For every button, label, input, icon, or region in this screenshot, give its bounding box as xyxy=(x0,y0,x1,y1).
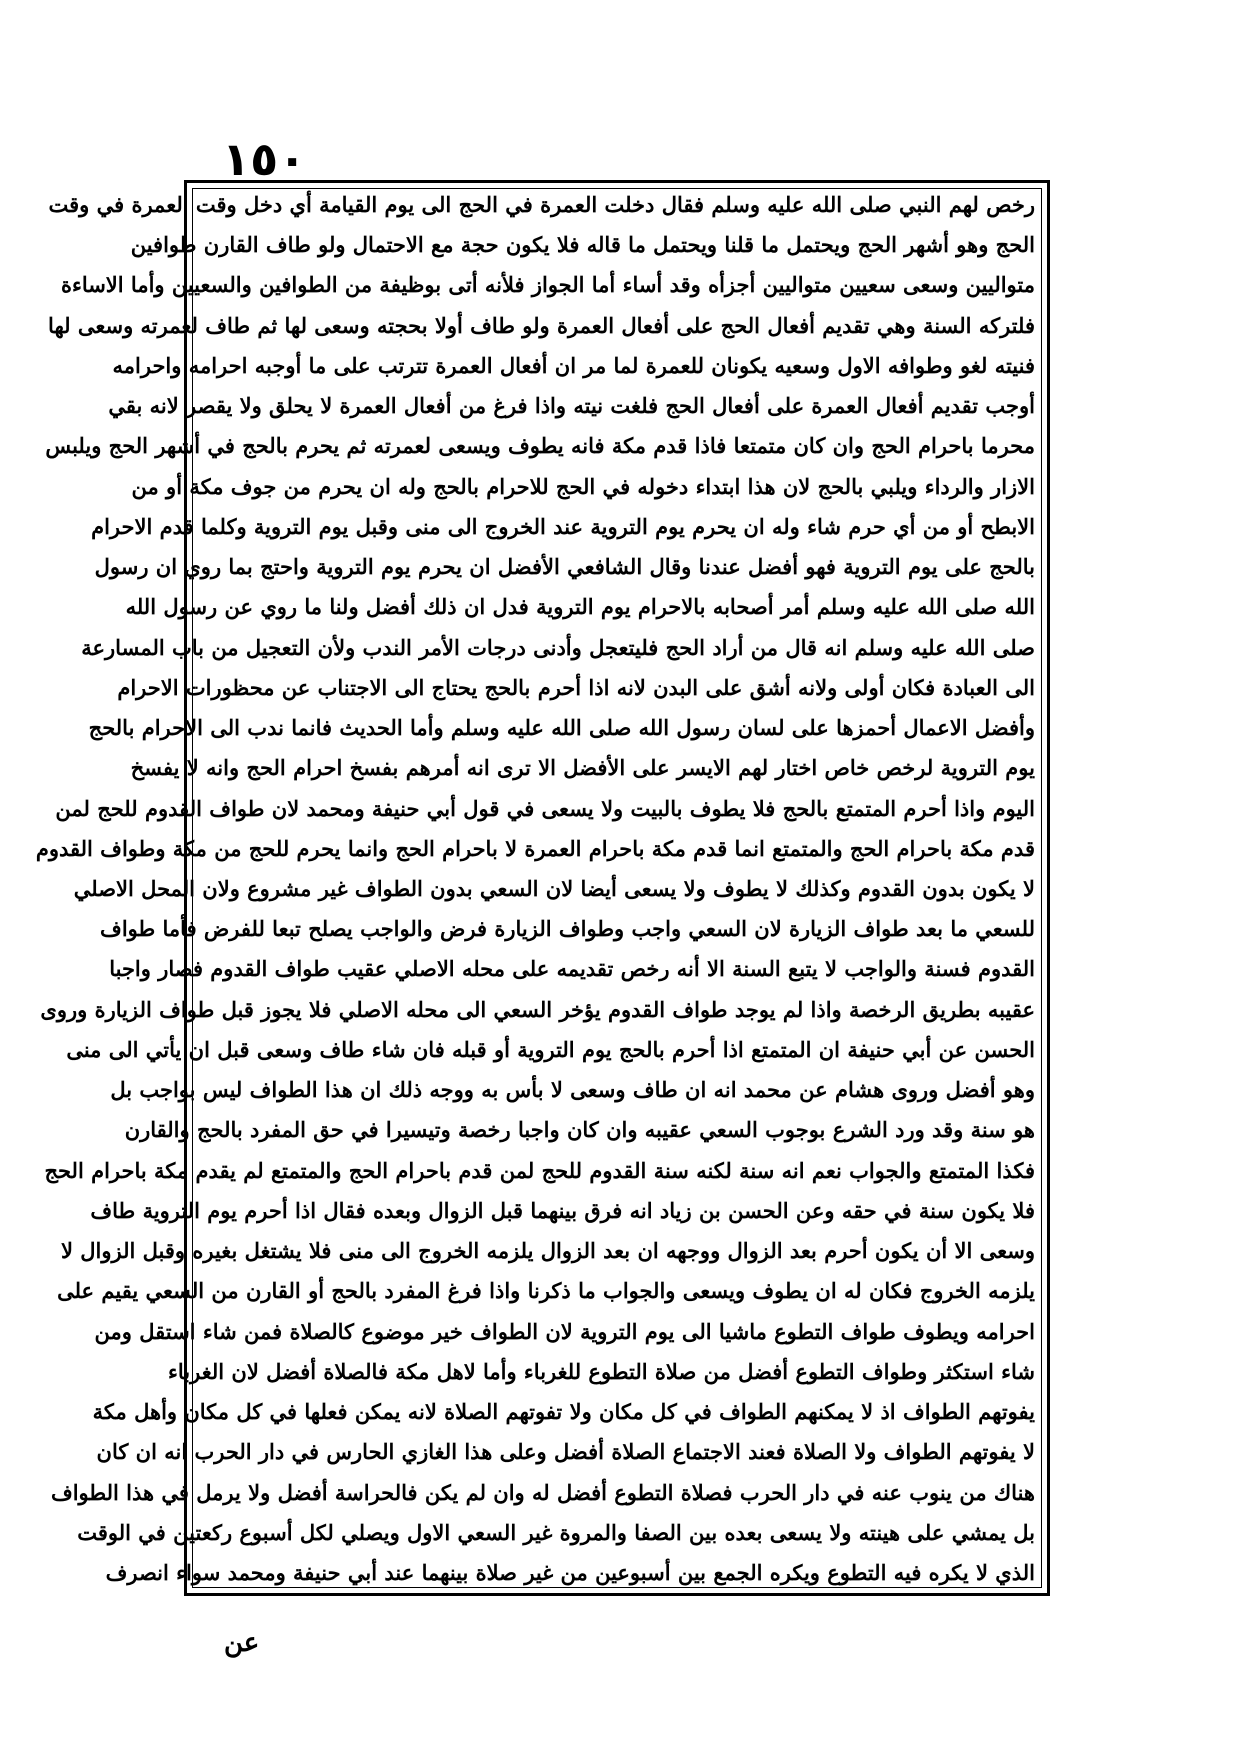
text-line: اليوم واذا أحرم المتمتع بالحج فلا يطوف بالبيت ولا يسعى في قول أبي حنيفة ومحمد لان طواف القدوم للحج لمن xyxy=(55,795,1035,821)
text-line: شاء استكثر وطواف التطوع أفضل من صلاة التطوع للغرباء وأما لاهل مكة فالصلاة أفضل لان الغرباء xyxy=(168,1358,1035,1384)
text-line: بل يمشي على هينته ولا يسعى بعده بين الصفا والمروة غير السعي الاول ويصلي لكل أسبوع ركعتين في الوقت xyxy=(77,1519,1035,1545)
text-line: متواليين وسعى سعيين متواليين أجزأه وقد أساء أما الجواز فلأنه أتى بوظيفة من الطوافين والسعيين وأما الاساءة xyxy=(60,272,1035,298)
text-line: بالحج على يوم التروية فهو أفضل عندنا وقال الشافعي الأفضل ان يحرم يوم التروية واحتج بما روي ان رسول xyxy=(94,554,1035,580)
text-line: فكذا المتمتع والجواب نعم انه سنة لكنه سنة القدوم للحج لمن قدم باحرام الحج والمتمتع لم يقدم مكة باحرام الحج xyxy=(44,1157,1035,1183)
text-line: فنيته لغو وطوافه الاول وسعيه يكونان للعمرة لما مر ان أفعال العمرة تترتب على ما أوجبه احرامه واحرامه xyxy=(112,352,1035,378)
text-line: فلا يكون سنة في حقه وعن الحسن بن زياد انه فرق بينهما قبل الزوال وبعده فقال اذا أحرم يوم التروية طاف xyxy=(90,1197,1035,1223)
text-line: وهو أفضل وروى هشام عن محمد انه ان طاف وسعى لا بأس به ووجه ذلك ان هذا الطواف ليس بواجب بل xyxy=(110,1077,1035,1103)
text-line: الله صلى الله عليه وسلم أمر أصحابه بالاحرام يوم التروية فدل ان ذلك أفضل ولنا ما روي عن رسول الله xyxy=(125,594,1035,620)
text-block xyxy=(35,192,1035,1585)
text-line: الى العبادة فكان أولى ولانه أشق على البدن لانه اذا أحرم بالحج يحتاج الى الاجتناب عن محظورات الاحرام xyxy=(117,674,1035,700)
text-line: لا يكون بدون القدوم وكذلك لا يطوف ولا يسعى أيضا لان السعي بدون الطواف غير مشروع ولان المحل الاصلي xyxy=(73,875,1035,901)
text-line: احرامه ويطوف طواف التطوع ماشيا الى يوم التروية لان الطواف خير موضوع كالصلاة فمن شاء استقل ومن xyxy=(94,1318,1035,1344)
text-line: لا يفوتهم الطواف ولا الصلاة فعند الاجتماع الصلاة أفضل وعلى هذا الغازي الحارس في دار الحرب انه ان كان xyxy=(96,1439,1035,1465)
text-line: عقيبه بطريق الرخصة واذا لم يوجد طواف القدوم يؤخر السعي الى محله الاصلي فلا يجوز قبل طواف الزيارة وروى xyxy=(40,996,1035,1022)
text-line: هناك من ينوب عنه في دار الحرب فصلاة التطوع أفضل له وان لم يكن فالحراسة أفضل ولا يرمل في هذا الطواف xyxy=(50,1479,1035,1505)
text-line: الابطح أو من أي حرم شاء وله ان يحرم يوم التروية عند الخروج الى منى وقبل يوم التروية وكلما قدم الاحرام xyxy=(91,513,1035,539)
text-line: فلتركه السنة وهي تقديم أفعال الحج على أفعال العمرة ولو طاف أولا بحجته وسعى لها ثم طاف لعمرته وسعى لها xyxy=(48,312,1035,338)
text-line: يلزمه الخروج فكان له ان يطوف ويسعى والجواب ما ذكرنا واذا فرغ المفرد بالحج أو القارن من السعي يقيم على xyxy=(57,1278,1035,1304)
text-line: صلى الله عليه وسلم انه قال من أراد الحج فليتعجل وأدنى درجات الأمر الندب ولأن التعجيل من باب المسارعة xyxy=(81,634,1035,660)
text-line: قدم مكة باحرام الحج والمتمتع انما قدم مكة باحرام العمرة لا باحرام الحج وانما يحرم للحج من مكة وطواف القدوم xyxy=(35,835,1035,861)
text-line: الازار والرداء ويلبي بالحج لان هذا ابتداء دخوله في الحج للاحرام بالحج وله ان يحرم من جوف مكة أو من xyxy=(131,473,1035,499)
page-number: ١٥٠ xyxy=(222,132,307,186)
catchword: عن xyxy=(224,1628,260,1658)
text-line: محرما باحرام الحج وان كان متمتعا فاذا قدم مكة فانه يطوف ويسعى لعمرته ثم يحرم بالحج في أشهر الحج ويلبس xyxy=(45,433,1035,459)
text-frame xyxy=(35,180,1050,1596)
text-line: يوم التروية لرخص خاص اختار لهم الايسر على الأفضل الا ترى انه أمرهم بفسخ احرام الحج وانه لا يفسخ xyxy=(130,755,1035,781)
text-line: القدوم فسنة والواجب لا يتبع السنة الا أنه رخص تقديمه على محله الاصلي عقيب طواف القدوم فصار واجبا xyxy=(109,956,1035,982)
text-line: أوجب تقديم أفعال العمرة على أفعال الحج فلغت نيته واذا فرغ من أفعال العمرة لا يحلق ولا يقصر لانه بقي xyxy=(108,393,1035,419)
text-line: وسعى الا أن يكون أحرم بعد الزوال ووجهه ان بعد الزوال يلزمه الخروج الى منى فلا يشتغل بغيره وقبل الزوال لا xyxy=(61,1238,1035,1264)
text-line: الحج وهو أشهر الحج ويحتمل ما قلنا ويحتمل ما قاله فلا يكون حجة مع الاحتمال ولو طاف القارن طوافين xyxy=(130,232,1035,258)
text-line: يفوتهم الطواف اذ لا يمكنهم الطواف في كل مكان ولا تفوتهم الصلاة لانه يمكن فعلها في كل مكان وأهل مكة xyxy=(92,1399,1035,1425)
text-line: للسعي ما بعد طواف الزيارة لان السعي واجب وطواف الزيارة فرض والواجب يصلح تبعا للفرض فأما طواف xyxy=(100,916,1035,942)
text-line: هو سنة وقد ورد الشرع بوجوب السعي عقيبه وان كان واجبا رخصة وتيسيرا في حق المفرد بالحج والقارن xyxy=(124,1117,1035,1143)
text-line: وأفضل الاعمال أحمزها على لسان رسول الله صلى الله عليه وسلم وأما الحديث فانما ندب الى الاحرام بالحج xyxy=(88,715,1035,741)
text-line: رخص لهم النبي صلى الله عليه وسلم فقال دخلت العمرة في الحج الى يوم القيامة أي دخل وقت العمرة في وقت xyxy=(48,192,1035,217)
text-line: الحسن عن أبي حنيفة ان المتمتع اذا أحرم بالحج يوم التروية أو قبله فان شاء طاف وسعى قبل ان يأتي الى منى xyxy=(66,1036,1035,1062)
text-line: الذي لا يكره فيه التطوع ويكره الجمع بين أسبوعين من غير صلاة بينهما عند أبي حنيفة ومحمد سواء انصرف xyxy=(105,1559,1035,1585)
